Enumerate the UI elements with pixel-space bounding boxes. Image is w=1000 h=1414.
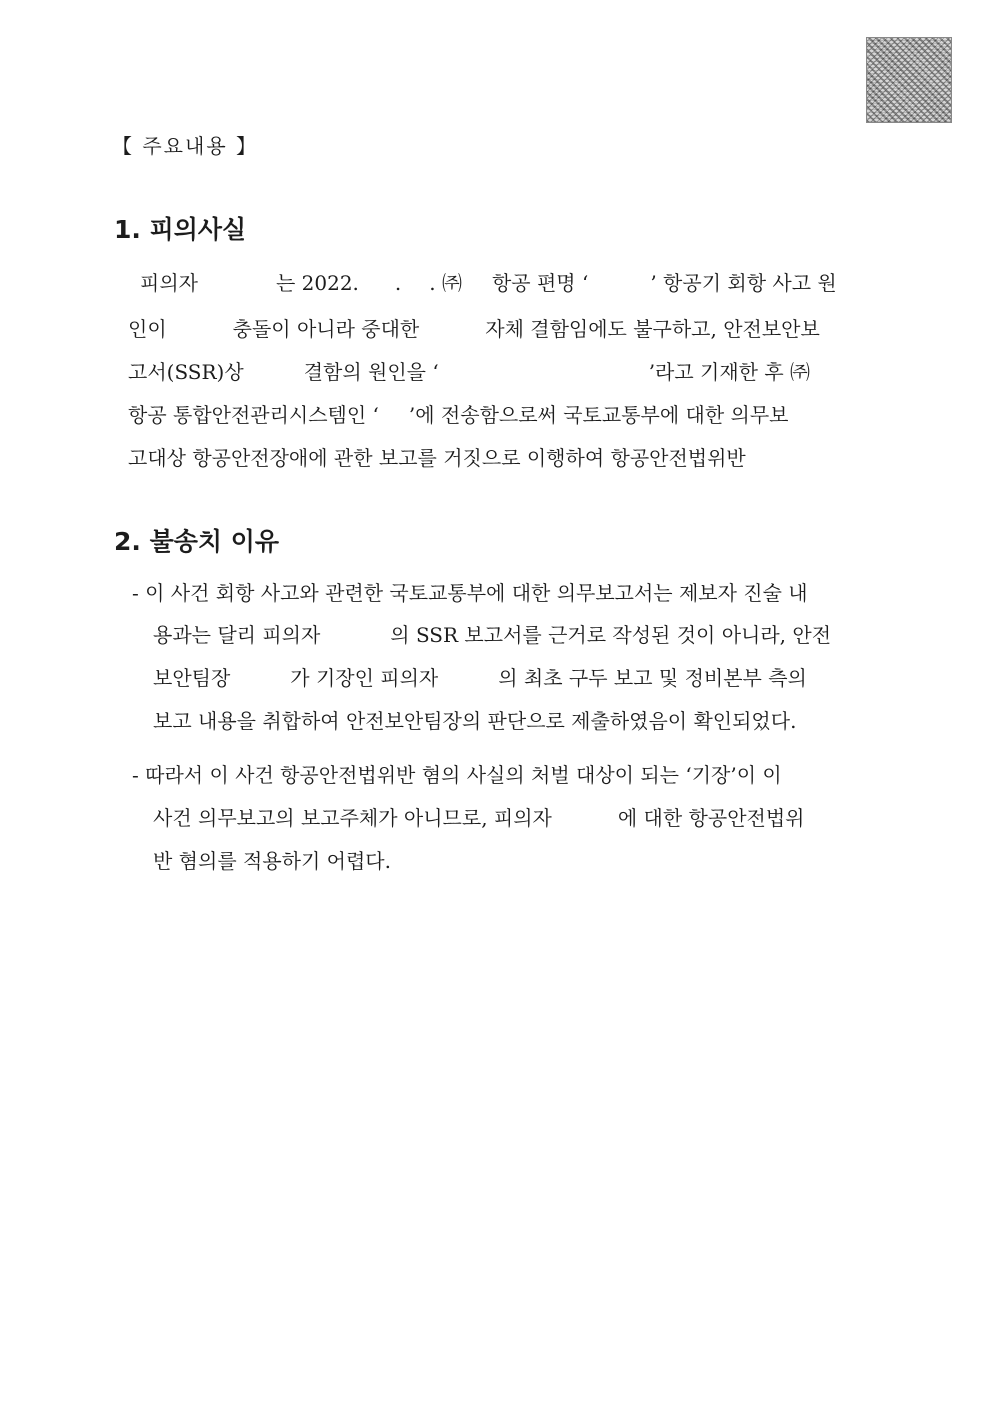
bullet-1-line-1: - 이 사건 회항 사고와 관련한 국토교통부에 대한 의무보고서는 제보자 진술 내 <box>132 581 808 605</box>
bullet-1-line-4: 보고 내용을 취합하여 안전보안팀장의 판단으로 제출하였음이 확인되었다. <box>153 709 797 733</box>
section-1-heading: 1. 피의사실 <box>114 215 247 244</box>
bullet-mark: - <box>132 581 139 605</box>
bullet-mark: - <box>132 763 139 787</box>
section-1-line-1: 피의자 는 2022. . . ㈜ 항공 편명 ‘ ’ 항공기 회항 사고 원 <box>140 271 837 295</box>
section-1-line-4: 항공 통합안전관리시스템인 ‘ ’에 전송함으로써 국토교통부에 대한 의무보 <box>128 403 789 427</box>
qr-code-icon <box>866 37 952 123</box>
bullet-2-line-2: 사건 의무보고의 보고주체가 아니므로, 피의자 에 대한 항공안전법위 <box>153 806 805 830</box>
section-1-line-2: 인이 충돌이 아니라 중대한 자체 결함임에도 불구하고, 안전보안보 <box>128 317 820 341</box>
summary-label: 【 주요내용 】 <box>112 134 258 158</box>
bullet-1-line-3: 보안팀장 가 기장인 피의자 의 최초 구두 보고 및 정비본부 측의 <box>153 666 807 690</box>
section-2-heading: 2. 불송치 이유 <box>114 527 280 556</box>
section-1-line-5: 고대상 항공안전장애에 관한 보고를 거짓으로 이행하여 항공안전법위반 <box>128 446 746 470</box>
bullet-2-line-3: 반 혐의를 적용하기 어렵다. <box>153 849 391 873</box>
bullet-1-line-2: 용과는 달리 피의자 의 SSR 보고서를 근거로 작성된 것이 아니라, 안전 <box>153 623 832 647</box>
bullet-2-line-1: - 따라서 이 사건 항공안전법위반 혐의 사실의 처벌 대상이 되는 ‘기장’이 이 <box>132 763 782 787</box>
section-1-line-3: 고서(SSR)상 결함의 원인을 ‘ ’라고 기재한 후 ㈜ <box>128 360 811 384</box>
